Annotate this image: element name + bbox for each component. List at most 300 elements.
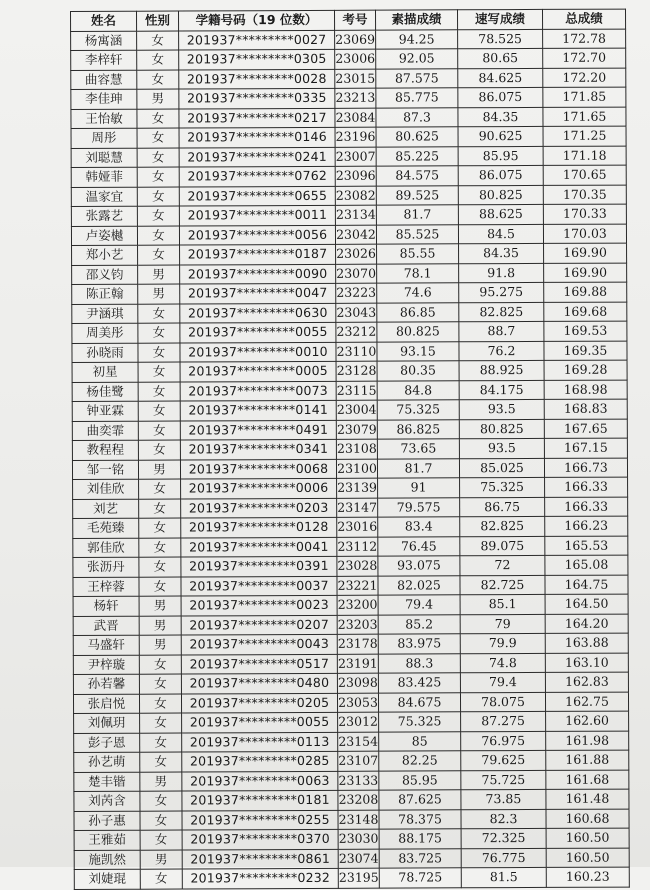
table-row: [73, 692, 628, 714]
cell-quick-sketch-score: 86.75: [460, 497, 545, 517]
table-row: [72, 321, 627, 343]
cell-student-id: 201937*********0241: [179, 147, 335, 167]
cell-exam-number: 23100: [336, 459, 377, 479]
cell-total-score: 167.15: [544, 438, 627, 458]
cell-exam-number: 23053: [337, 693, 378, 713]
cell-name: 刘艺: [73, 499, 139, 519]
cell-name: 周彤: [71, 128, 137, 148]
cell-gender: 男: [140, 850, 182, 870]
table-row: [72, 263, 627, 285]
table-row: [72, 438, 627, 460]
cell-quick-sketch-score: 79.9: [460, 633, 545, 653]
cell-sketch-score: 84.8: [377, 380, 459, 400]
cell-sketch-score: 85.225: [376, 146, 458, 166]
cell-student-id: 201937*********0205: [181, 693, 337, 713]
table-row: [72, 458, 627, 480]
cell-gender: 女: [139, 479, 181, 499]
cell-quick-sketch-score: 75.725: [461, 770, 546, 790]
cell-total-score: 164.50: [545, 594, 628, 614]
cell-quick-sketch-score: 90.625: [458, 126, 543, 146]
cell-name: 施凯然: [74, 850, 140, 870]
cell-exam-number: 23016: [337, 517, 378, 537]
cell-quick-sketch-score: 82.3: [461, 809, 546, 829]
cell-name: 卢姿樾: [71, 226, 137, 246]
cell-total-score: 161.88: [546, 750, 629, 770]
cell-name: 张露艺: [71, 206, 137, 226]
cell-gender: 女: [140, 733, 182, 753]
cell-gender: 男: [138, 265, 180, 285]
cell-total-score: 163.88: [545, 633, 628, 653]
cell-total-score: 164.75: [545, 575, 628, 595]
cell-exam-number: 23221: [337, 576, 378, 596]
cell-student-id: 201937*********0762: [179, 166, 335, 186]
cell-sketch-score: 92.05: [376, 49, 458, 69]
cell-name: 杨轩: [73, 596, 139, 616]
header-name: 姓名: [71, 11, 137, 31]
cell-sketch-score: 83.975: [378, 634, 460, 654]
table-row: [71, 48, 626, 70]
header-exam-number: 考号: [334, 10, 375, 30]
table-row: [73, 672, 628, 694]
cell-total-score: 170.65: [543, 165, 626, 185]
cell-student-id: 201937*********0027: [179, 30, 335, 50]
cell-student-id: 201937*********0141: [180, 400, 336, 420]
header-student-id: 学籍号码（19 位数）: [179, 10, 335, 30]
cell-gender: 男: [139, 596, 181, 616]
cell-name: 武晋: [73, 616, 139, 636]
cell-sketch-score: 83.425: [378, 673, 460, 693]
cell-exam-number: 23026: [336, 244, 377, 264]
cell-gender: 男: [138, 460, 180, 480]
table-row: [71, 107, 626, 129]
cell-sketch-score: 85.55: [377, 244, 459, 264]
cell-quick-sketch-score: 84.5: [458, 224, 543, 244]
cell-sketch-score: 80.625: [376, 127, 458, 147]
cell-student-id: 201937*********0055: [180, 322, 336, 342]
cell-total-score: 162.75: [545, 692, 628, 712]
cell-student-id: 201937*********0090: [180, 264, 336, 284]
cell-total-score: 168.83: [544, 399, 627, 419]
cell-sketch-score: 79.575: [378, 497, 460, 517]
cell-student-id: 201937*********0028: [179, 69, 335, 89]
cell-student-id: 201937*********0113: [182, 732, 338, 752]
cell-exam-number: 23115: [336, 381, 377, 401]
cell-gender: 女: [138, 401, 180, 421]
cell-gender: 女: [137, 187, 179, 207]
cell-quick-sketch-score: 84.625: [458, 68, 543, 88]
cell-quick-sketch-score: 88.7: [459, 321, 544, 341]
cell-student-id: 201937*********0391: [181, 556, 337, 576]
cell-name: 邹一铭: [72, 460, 138, 480]
cell-name: 李佳珅: [71, 89, 137, 109]
cell-name: 刘佩玥: [74, 713, 140, 733]
cell-name: 楚丰锴: [74, 772, 140, 792]
table-row: [74, 809, 629, 831]
cell-exam-number: 23196: [335, 127, 376, 147]
cell-gender: 女: [139, 538, 181, 558]
cell-sketch-score: 94.25: [376, 29, 458, 49]
table-row: [73, 497, 628, 519]
cell-student-id: 201937*********0068: [180, 459, 336, 479]
table-row: [73, 516, 628, 538]
cell-exam-number: 23107: [338, 751, 379, 771]
cell-student-id: 201937*********0207: [181, 615, 337, 635]
table-row: [74, 711, 629, 733]
cell-student-id: 201937*********0491: [180, 420, 336, 440]
cell-student-id: 201937*********0011: [179, 205, 335, 225]
cell-quick-sketch-score: 82.825: [460, 516, 545, 536]
cell-total-score: 172.78: [543, 29, 626, 49]
cell-total-score: 169.88: [544, 282, 627, 302]
table-row: [71, 224, 626, 246]
cell-sketch-score: 78.1: [377, 263, 459, 283]
cell-quick-sketch-score: 79: [460, 614, 545, 634]
cell-gender: 女: [138, 382, 180, 402]
table-row: [73, 575, 628, 597]
table-row: [72, 341, 627, 363]
cell-student-id: 201937*********0041: [181, 537, 337, 557]
cell-name: 杨佳鹭: [72, 382, 138, 402]
cell-exam-number: 23030: [338, 829, 379, 849]
cell-exam-number: 23082: [335, 186, 376, 206]
cell-student-id: 201937*********0006: [181, 478, 337, 498]
cell-exam-number: 23213: [335, 88, 376, 108]
cell-exam-number: 23200: [337, 595, 378, 615]
cell-total-score: 169.35: [544, 341, 627, 361]
cell-sketch-score: 75.325: [379, 712, 461, 732]
cell-quick-sketch-score: 80.825: [459, 419, 544, 439]
cell-name: 孙子惠: [74, 811, 140, 831]
cell-student-id: 201937*********0517: [181, 654, 337, 674]
cell-exam-number: 23147: [337, 498, 378, 518]
cell-sketch-score: 81.7: [376, 205, 458, 225]
cell-gender: 女: [139, 577, 181, 597]
cell-sketch-score: 78.375: [379, 809, 461, 829]
cell-exam-number: 23079: [336, 420, 377, 440]
table-row: [71, 29, 626, 51]
table-row: [74, 770, 629, 792]
cell-exam-number: 23112: [337, 537, 378, 557]
cell-gender: 女: [138, 245, 180, 265]
cell-total-score: 172.20: [543, 68, 626, 88]
cell-gender: 女: [137, 206, 179, 226]
cell-student-id: 201937*********0255: [182, 810, 338, 830]
cell-student-id: 201937*********0128: [181, 517, 337, 537]
cell-gender: 女: [139, 557, 181, 577]
cell-name: 李梓轩: [71, 50, 137, 70]
cell-gender: 女: [139, 499, 181, 519]
table-row: [71, 126, 626, 148]
cell-sketch-score: 91: [378, 478, 460, 498]
cell-name: 韩娅菲: [71, 167, 137, 187]
cell-exam-number: 23128: [336, 361, 377, 381]
cell-sketch-score: 78.725: [379, 868, 461, 888]
cell-total-score: 171.25: [543, 126, 626, 146]
cell-total-score: 164.20: [545, 614, 628, 634]
cell-total-score: 171.65: [543, 107, 626, 127]
table-row: [73, 614, 628, 636]
cell-exam-number: 23139: [337, 478, 378, 498]
cell-student-id: 201937*********0023: [181, 595, 337, 615]
cell-total-score: 172.70: [543, 48, 626, 68]
cell-sketch-score: 84.575: [376, 166, 458, 186]
table-row: [74, 731, 629, 753]
cell-student-id: 201937*********0480: [181, 673, 337, 693]
cell-student-id: 201937*********0047: [180, 283, 336, 303]
cell-student-id: 201937*********0181: [182, 790, 338, 810]
table-row: [74, 789, 629, 811]
cell-total-score: 161.98: [546, 731, 629, 751]
cell-sketch-score: 79.4: [378, 595, 460, 615]
cell-quick-sketch-score: 89.075: [460, 536, 545, 556]
table-row: [74, 750, 629, 772]
cell-exam-number: 23006: [335, 49, 376, 69]
cell-student-id: 201937*********0187: [180, 244, 336, 264]
cell-name: 周美彤: [72, 323, 138, 343]
cell-total-score: 166.33: [545, 497, 628, 517]
cell-sketch-score: 87.575: [376, 68, 458, 88]
table-row: [71, 165, 626, 187]
cell-sketch-score: 87.3: [376, 107, 458, 127]
cell-name: 尹涵琪: [72, 304, 138, 324]
cell-quick-sketch-score: 85.95: [458, 146, 543, 166]
table-row: [73, 653, 628, 675]
cell-name: 杨寓涵: [71, 31, 137, 51]
cell-exam-number: 23108: [336, 439, 377, 459]
cell-quick-sketch-score: 93.5: [459, 399, 544, 419]
cell-student-id: 201937*********0861: [182, 849, 338, 869]
cell-total-score: 169.90: [544, 243, 627, 263]
cell-total-score: 161.48: [546, 789, 629, 809]
cell-name: 王怡敏: [71, 109, 137, 129]
table-row: [72, 419, 627, 441]
cell-gender: 女: [140, 869, 182, 889]
cell-quick-sketch-score: 75.325: [460, 477, 545, 497]
cell-exam-number: 23208: [338, 790, 379, 810]
cell-total-score: 166.73: [544, 458, 627, 478]
cell-student-id: 201937*********0285: [182, 751, 338, 771]
cell-sketch-score: 88.175: [379, 829, 461, 849]
table-row: [72, 360, 627, 382]
cell-gender: 男: [139, 616, 181, 636]
cell-sketch-score: 88.3: [378, 653, 460, 673]
cell-gender: 女: [137, 128, 179, 148]
cell-name: 马盛轩: [73, 635, 139, 655]
cell-student-id: 201937*********0341: [180, 439, 336, 459]
cell-quick-sketch-score: 74.8: [460, 653, 545, 673]
cell-sketch-score: 80.825: [377, 322, 459, 342]
cell-student-id: 201937*********0005: [180, 361, 336, 381]
cell-quick-sketch-score: 91.8: [459, 263, 544, 283]
cell-name: 郑小艺: [72, 245, 138, 265]
cell-quick-sketch-score: 82.825: [459, 302, 544, 322]
table-row: [74, 828, 629, 850]
cell-sketch-score: 93.15: [377, 341, 459, 361]
cell-student-id: 201937*********0010: [180, 342, 336, 362]
cell-quick-sketch-score: 87.275: [461, 711, 546, 731]
cell-quick-sketch-score: 73.85: [461, 789, 546, 809]
cell-sketch-score: 74.6: [377, 283, 459, 303]
cell-student-id: 201937*********0232: [182, 868, 338, 888]
table-row: [72, 243, 627, 265]
table-row: [73, 594, 628, 616]
cell-sketch-score: 76.45: [378, 536, 460, 556]
cell-student-id: 201937*********0217: [179, 108, 335, 128]
cell-quick-sketch-score: 82.725: [460, 575, 545, 595]
cell-exam-number: 23110: [336, 342, 377, 362]
cell-name: 初星: [72, 362, 138, 382]
cell-sketch-score: 84.675: [378, 692, 460, 712]
cell-student-id: 201937*********0055: [182, 712, 338, 732]
cell-total-score: 162.83: [545, 672, 628, 692]
cell-exam-number: 23042: [335, 225, 376, 245]
cell-gender: 女: [137, 148, 179, 168]
cell-sketch-score: 80.35: [377, 361, 459, 381]
cell-total-score: 165.08: [545, 555, 628, 575]
cell-name: 王雅茹: [74, 830, 140, 850]
cell-sketch-score: 75.325: [377, 400, 459, 420]
cell-total-score: 160.50: [546, 828, 629, 848]
cell-gender: 女: [137, 109, 179, 129]
table-row: [73, 536, 628, 558]
cell-student-id: 201937*********0037: [181, 576, 337, 596]
cell-total-score: 160.50: [546, 848, 629, 868]
cell-total-score: 165.53: [545, 536, 628, 556]
cell-name: 刘芮含: [74, 791, 140, 811]
score-table: [70, 9, 630, 890]
cell-total-score: 162.60: [546, 711, 629, 731]
cell-sketch-score: 83.4: [378, 517, 460, 537]
cell-student-id: 201937*********0203: [181, 498, 337, 518]
cell-gender: 女: [140, 811, 182, 831]
cell-name: 刘佳欣: [73, 479, 139, 499]
cell-exam-number: 23007: [335, 147, 376, 167]
cell-exam-number: 23203: [337, 615, 378, 635]
cell-gender: 女: [139, 518, 181, 538]
cell-student-id: 201937*********0630: [180, 303, 336, 323]
cell-name: 郭佳欣: [73, 538, 139, 558]
table-body: [71, 29, 630, 889]
cell-sketch-score: 85.775: [376, 88, 458, 108]
cell-name: 温家宜: [71, 187, 137, 207]
cell-gender: 男: [139, 635, 181, 655]
cell-student-id: 201937*********0370: [182, 829, 338, 849]
table-header: [71, 9, 626, 31]
table-row: [73, 555, 628, 577]
table-row: [74, 867, 629, 889]
cell-total-score: 171.18: [543, 146, 626, 166]
table-row: [71, 68, 626, 90]
table-row: [74, 848, 629, 870]
table-row: [71, 185, 626, 207]
cell-exam-number: 23191: [337, 654, 378, 674]
cell-exam-number: 23223: [336, 283, 377, 303]
cell-name: 尹梓璇: [73, 655, 139, 675]
cell-total-score: 160.68: [546, 809, 629, 829]
cell-gender: 女: [137, 167, 179, 187]
cell-gender: 女: [138, 362, 180, 382]
cell-gender: 男: [140, 772, 182, 792]
cell-exam-number: 23212: [336, 322, 377, 342]
cell-exam-number: 23195: [338, 868, 379, 888]
cell-quick-sketch-score: 81.5: [461, 867, 546, 887]
cell-quick-sketch-score: 76.975: [461, 731, 546, 751]
cell-quick-sketch-score: 72: [460, 555, 545, 575]
cell-exam-number: 23012: [338, 712, 379, 732]
cell-sketch-score: 85.95: [379, 770, 461, 790]
cell-sketch-score: 82.25: [379, 751, 461, 771]
cell-gender: 女: [138, 343, 180, 363]
cell-quick-sketch-score: 84.35: [459, 243, 544, 263]
cell-total-score: 169.53: [544, 321, 627, 341]
cell-total-score: 169.68: [544, 302, 627, 322]
cell-student-id: 201937*********0073: [180, 381, 336, 401]
cell-exam-number: 23178: [337, 634, 378, 654]
cell-gender: 女: [139, 694, 181, 714]
cell-quick-sketch-score: 76.2: [459, 341, 544, 361]
cell-quick-sketch-score: 72.325: [461, 828, 546, 848]
cell-exam-number: 23070: [336, 264, 377, 284]
cell-name: 毛苑臻: [73, 518, 139, 538]
cell-name: 教程程: [72, 440, 138, 460]
cell-quick-sketch-score: 79.4: [460, 672, 545, 692]
table-row: [72, 399, 627, 421]
cell-sketch-score: 85.2: [378, 614, 460, 634]
cell-total-score: 166.23: [545, 516, 628, 536]
header-quick-sketch-score: 速写成绩: [457, 9, 542, 29]
cell-student-id: 201937*********0063: [182, 771, 338, 791]
table-row: [72, 380, 627, 402]
cell-name: 张沥丹: [73, 557, 139, 577]
cell-quick-sketch-score: 88.625: [458, 204, 543, 224]
cell-name: 陈正翰: [72, 284, 138, 304]
cell-quick-sketch-score: 85.025: [459, 458, 544, 478]
cell-student-id: 201937*********0655: [179, 186, 335, 206]
cell-gender: 女: [138, 304, 180, 324]
cell-student-id: 201937*********0056: [179, 225, 335, 245]
cell-total-score: 160.23: [546, 867, 629, 887]
cell-quick-sketch-score: 80.65: [458, 48, 543, 68]
cell-gender: 女: [139, 655, 181, 675]
header-gender: 性别: [137, 11, 179, 31]
cell-total-score: 170.35: [543, 185, 626, 205]
cell-gender: 女: [140, 791, 182, 811]
cell-exam-number: 23069: [335, 30, 376, 50]
cell-sketch-score: 89.525: [376, 185, 458, 205]
cell-total-score: 163.10: [545, 653, 628, 673]
cell-total-score: 169.90: [544, 263, 627, 283]
header-sketch-score: 素描成绩: [375, 10, 457, 30]
cell-quick-sketch-score: 79.625: [461, 750, 546, 770]
cell-exam-number: 23148: [338, 810, 379, 830]
cell-exam-number: 23134: [335, 205, 376, 225]
table-row: [73, 477, 628, 499]
cell-total-score: 161.68: [546, 770, 629, 790]
cell-exam-number: 23096: [335, 166, 376, 186]
cell-sketch-score: 73.65: [377, 439, 459, 459]
cell-gender: 女: [138, 440, 180, 460]
cell-exam-number: 23084: [335, 108, 376, 128]
cell-sketch-score: 85.525: [376, 224, 458, 244]
header-total-score: 总成绩: [542, 9, 625, 29]
cell-exam-number: 23098: [337, 673, 378, 693]
cell-exam-number: 23004: [336, 400, 377, 420]
cell-gender: 男: [138, 284, 180, 304]
cell-name: 王梓蓉: [73, 577, 139, 597]
table-row: [72, 302, 627, 324]
cell-sketch-score: 82.025: [378, 575, 460, 595]
cell-total-score: 171.85: [543, 87, 626, 107]
